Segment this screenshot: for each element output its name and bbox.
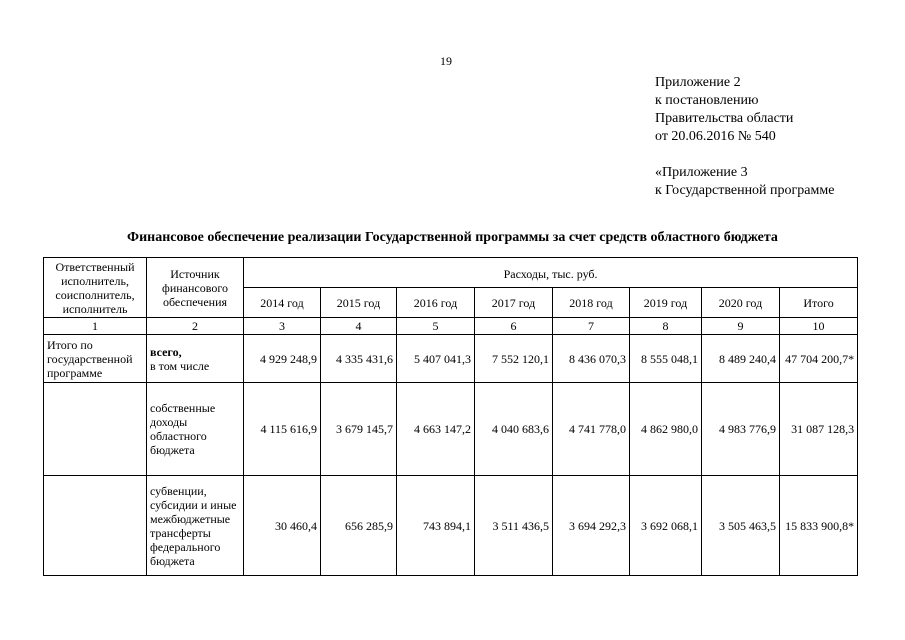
document-title: Финансовое обеспечение реализации Государственной программы за счет средств областного бюджета — [127, 230, 778, 245]
column-number: 4 — [321, 318, 397, 335]
value-cell: 4 335 431,6 — [321, 335, 397, 383]
value-cell: 30 460,4 — [244, 476, 321, 576]
appendix-line: к Государственной программе — [655, 183, 835, 198]
header-expenses: Расходы, тыс. руб. — [244, 258, 858, 288]
header-year: 2016 год — [397, 288, 475, 318]
header-year: 2020 год — [702, 288, 780, 318]
appendix-line: Приложение 2 — [655, 75, 741, 90]
value-cell: 5 407 041,3 — [397, 335, 475, 383]
page-number: 19 — [440, 54, 452, 68]
header-year: 2014 год — [244, 288, 321, 318]
appendix-line: Правительства области — [655, 111, 794, 126]
column-number: 1 — [44, 318, 147, 335]
value-cell: 4 862 980,0 — [630, 383, 702, 476]
column-number: 8 — [630, 318, 702, 335]
value-cell: 3 679 145,7 — [321, 383, 397, 476]
appendix-line: к постановлению — [655, 93, 759, 108]
value-cell: 4 983 776,9 — [702, 383, 780, 476]
column-number: 10 — [780, 318, 858, 335]
value-cell: 8 489 240,4 — [702, 335, 780, 383]
source-cell: собственные доходы областного бюджета — [147, 383, 244, 476]
appendix-line: «Приложение 3 — [655, 165, 748, 180]
column-number: 2 — [147, 318, 244, 335]
header-total: Итого — [780, 288, 858, 318]
value-cell: 743 894,1 — [397, 476, 475, 576]
header-year: 2018 год — [553, 288, 630, 318]
value-cell: 3 511 436,5 — [475, 476, 553, 576]
source-text: в том числе — [150, 358, 210, 373]
column-number: 5 — [397, 318, 475, 335]
header-year: 2015 год — [321, 288, 397, 318]
financing-table — [43, 257, 858, 576]
column-number: 7 — [553, 318, 630, 335]
column-number: 9 — [702, 318, 780, 335]
appendix-block — [655, 74, 834, 200]
table-row — [44, 383, 858, 476]
value-cell: 4 663 147,2 — [397, 383, 475, 476]
value-cell: 3 694 292,3 — [553, 476, 630, 576]
value-cell: 8 555 048,1 — [630, 335, 702, 383]
value-cell: 8 436 070,3 — [553, 335, 630, 383]
responsible-cell: Итого по государственной программе — [44, 335, 147, 383]
value-cell: 4 929 248,9 — [244, 335, 321, 383]
responsible-cell — [44, 476, 147, 576]
source-cell: субвенции, субсидии и иные межбюджетные трансферты федерального бюджета — [147, 476, 244, 576]
header-responsible: Ответственный исполнитель, соисполнитель, исполнитель — [44, 258, 147, 318]
value-cell: 4 741 778,0 — [553, 383, 630, 476]
table-row — [44, 335, 858, 383]
value-cell: 4 040 683,6 — [475, 383, 553, 476]
column-number: 6 — [475, 318, 553, 335]
header-year: 2017 год — [475, 288, 553, 318]
table-row — [44, 476, 858, 576]
source-bold-text: всего, — [150, 344, 182, 359]
header-year: 2019 год — [630, 288, 702, 318]
value-cell: 3 505 463,5 — [702, 476, 780, 576]
value-cell: 4 115 616,9 — [244, 383, 321, 476]
source-cell — [147, 335, 244, 383]
header-source: Источник финансового обеспечения — [147, 258, 244, 318]
appendix-line: от 20.06.2016 № 540 — [655, 129, 776, 144]
responsible-cell — [44, 383, 147, 476]
total-cell: 15 833 900,8* — [780, 476, 858, 576]
total-cell: 47 704 200,7* — [780, 335, 858, 383]
total-cell: 31 087 128,3 — [780, 383, 858, 476]
column-number: 3 — [244, 318, 321, 335]
value-cell: 656 285,9 — [321, 476, 397, 576]
value-cell: 3 692 068,1 — [630, 476, 702, 576]
value-cell: 7 552 120,1 — [475, 335, 553, 383]
